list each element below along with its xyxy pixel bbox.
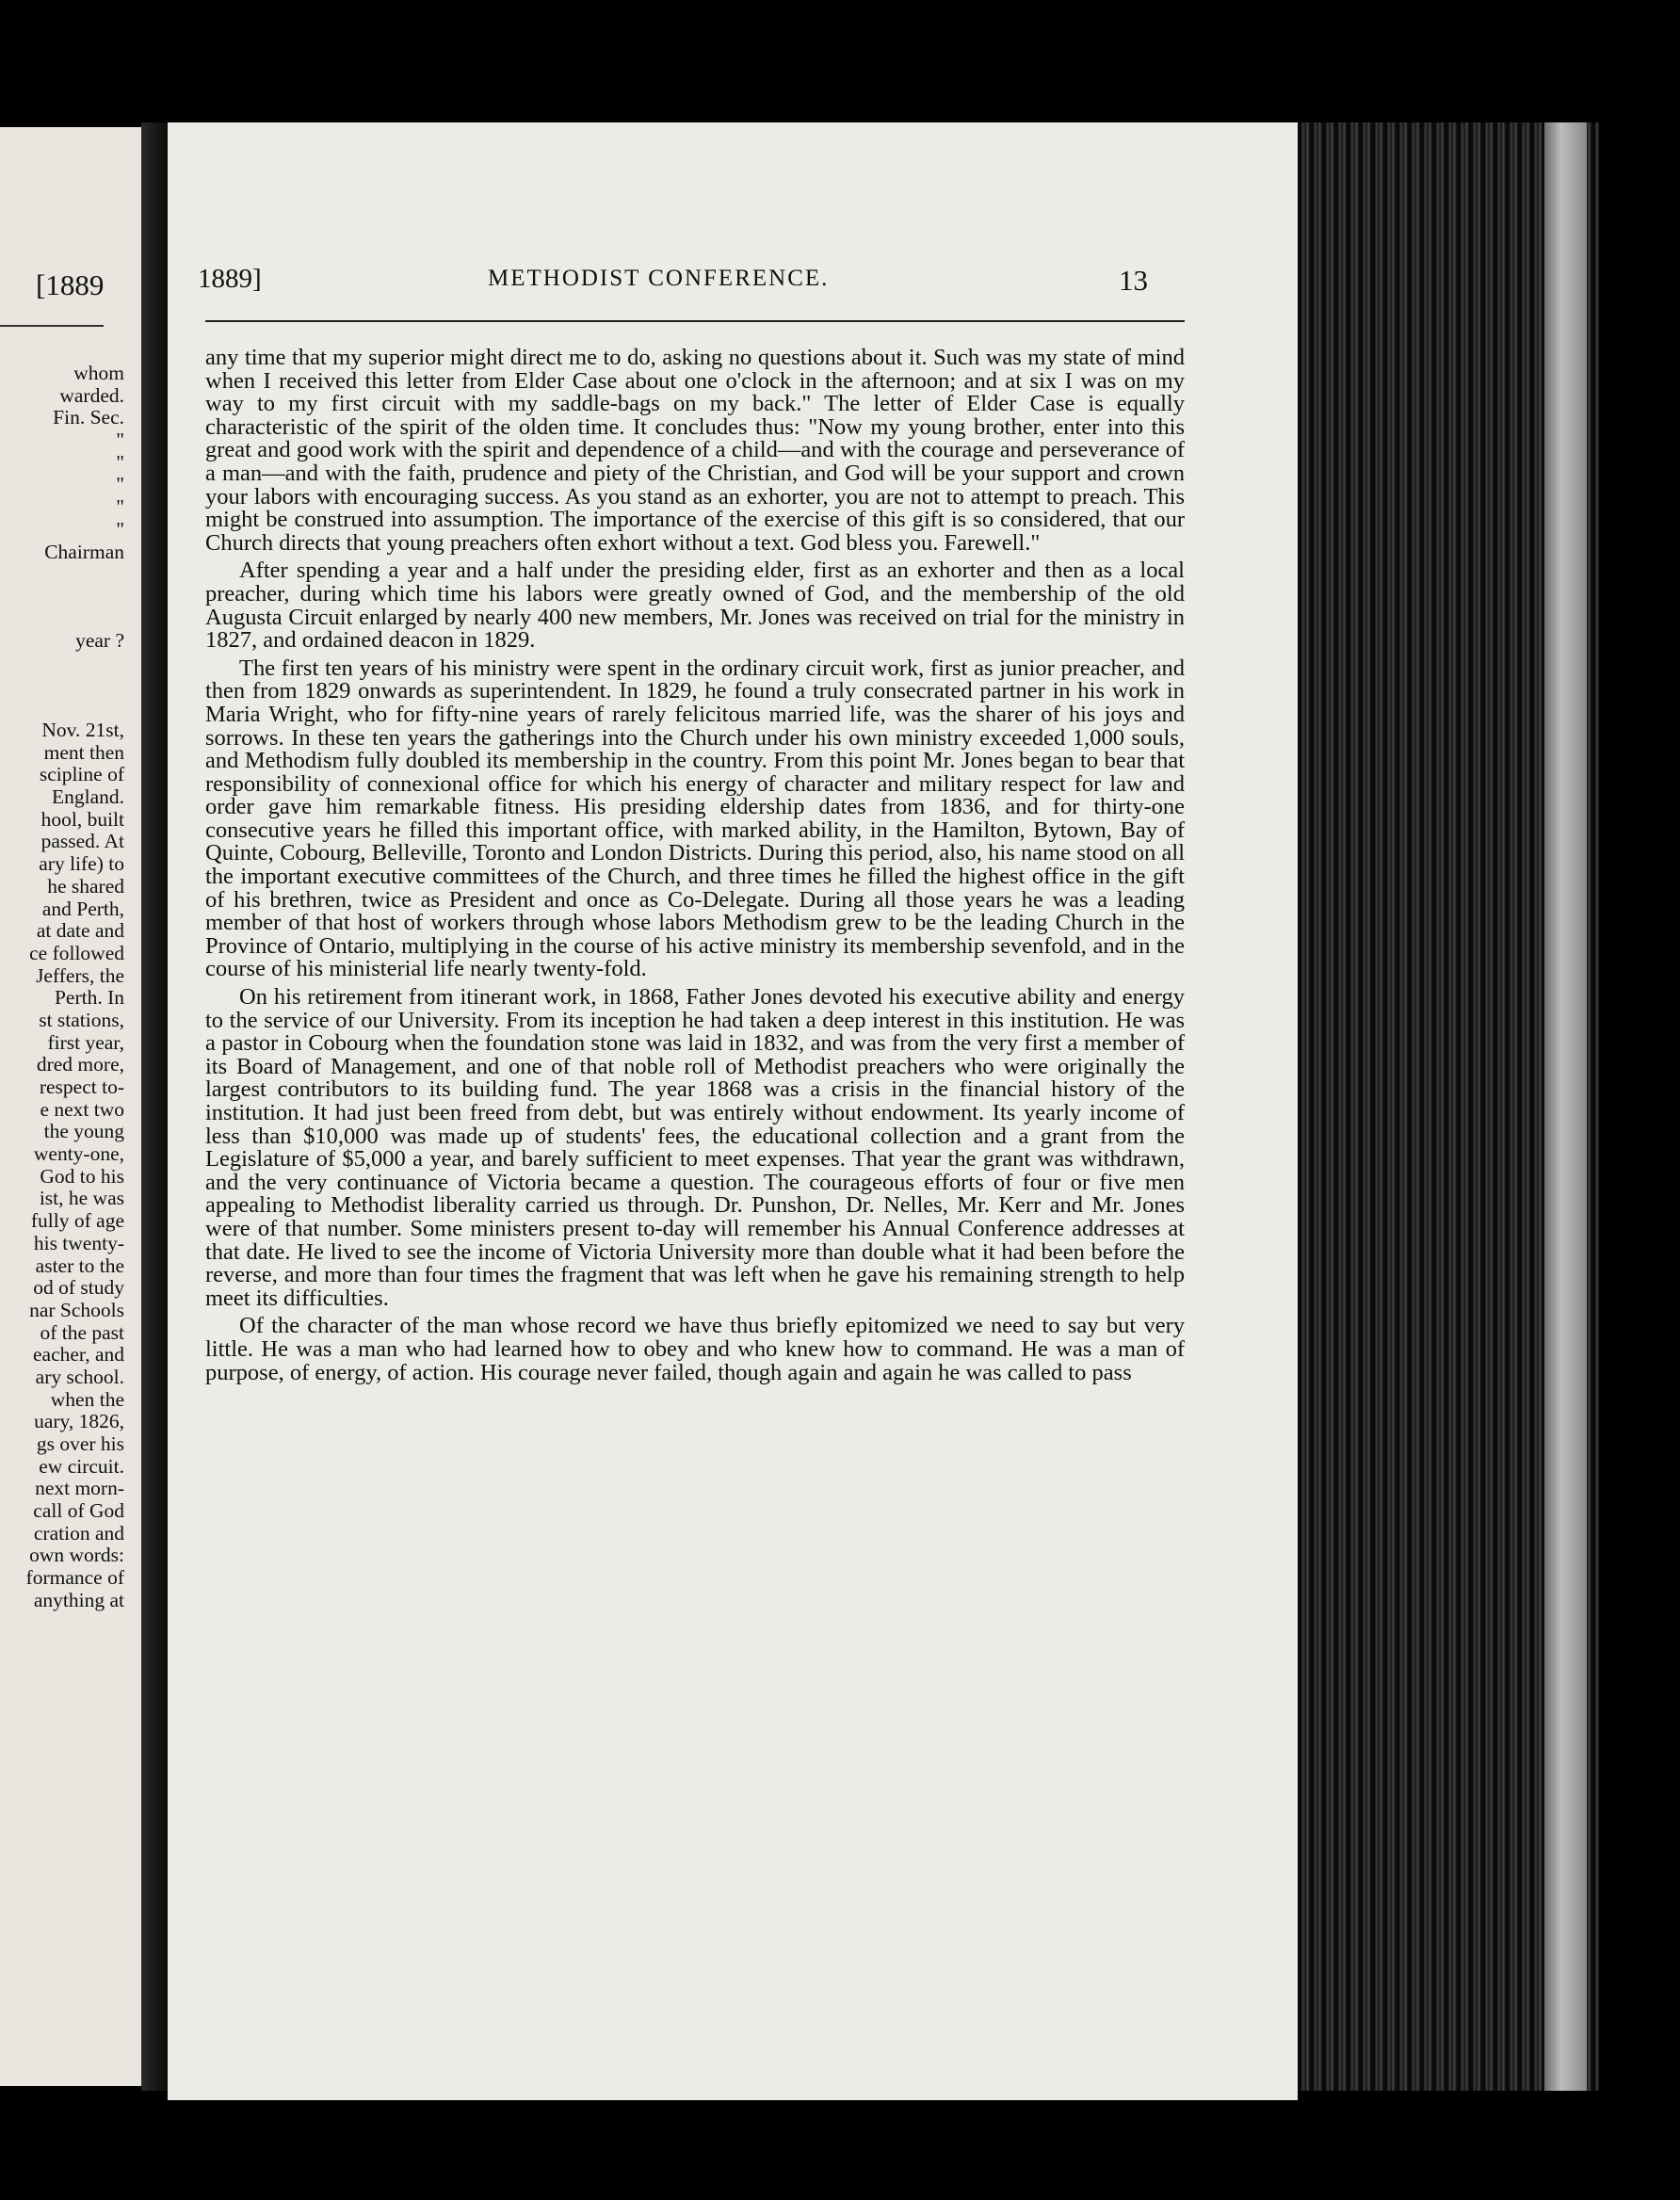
left-page-line: " <box>116 517 124 541</box>
left-page-line: year ? <box>75 629 124 653</box>
running-head <box>168 264 1298 301</box>
left-page-line: ew circuit. <box>39 1454 124 1478</box>
left-page-line: nar Schools <box>29 1298 124 1321</box>
left-page-line: " <box>116 473 124 496</box>
left-page-line: when the <box>50 1387 124 1411</box>
left-page-line: ce followed <box>29 941 124 964</box>
left-page-line: Fin. Sec. <box>53 406 124 429</box>
left-page-line: cration and <box>33 1521 124 1545</box>
left-page-line: Perth. In <box>54 986 124 1010</box>
left-page-text-fragments <box>26 363 124 1612</box>
left-page-line <box>26 586 124 608</box>
left-page-line: Chairman <box>44 540 124 563</box>
left-page-line: next morn- <box>35 1477 124 1500</box>
paragraph: any time that my superior might direct me to do, asking no questions about it. Such was my state of mind when I received this letter from Elder Case about one o'clock in the afternoon; and at six I was on my way to my first circuit with my saddle-bags on my back." The letter of Elder Case is equally characteristic of the spirit of the olden time. It concludes thus: "Now my young brother, enter into this great and good work with the spirit and dependence of a child—and with the courage and perseverance of a man—and with the faith, prudence and piety of the Christian, and God will be your support and crown your labors with encouraging success. As you stand as an exhorter, you are not to attempt to preach. This might be construed into assumption. The importance of the exercise of this gift is so considered, that our Church directs that young preachers often exhort without a text. God bless you. Farewell." <box>205 345 1185 556</box>
left-page-line: " <box>116 450 124 474</box>
left-page-line: ment then <box>43 740 124 764</box>
left-page-line: aster to the <box>35 1254 124 1277</box>
left-page-line: scipline of <box>39 763 124 786</box>
left-page-line: respect to- <box>39 1076 124 1098</box>
header-rule <box>205 320 1185 322</box>
left-page-line: Jeffers, the <box>36 963 124 987</box>
left-page-line: wenty-one, <box>33 1142 124 1166</box>
left-page-line <box>26 653 124 675</box>
left-page-line: Nov. 21st, <box>41 719 124 741</box>
left-page-line: and Perth, <box>41 897 124 920</box>
left-page-line <box>26 697 124 720</box>
left-page-line: ist, he was <box>39 1187 124 1210</box>
paragraph: After spending a year and a half under the presiding elder, first as an exhorter and then as a local preacher, during which time his labors were greatly owned of God, and the membership of the old Augusta Circuit enlarged by nearly 400 new members, Mr. Jones was received on trial for the ministry in 1827, and ordained deacon in 1829. <box>205 558 1185 654</box>
left-page-line: uary, 1826, <box>34 1410 124 1433</box>
left-page-line: hool, built <box>40 807 124 831</box>
left-page-line: of the past <box>40 1320 124 1344</box>
left-page-line: England. <box>51 785 124 809</box>
left-page-line: warded. <box>59 383 124 407</box>
main-page <box>168 122 1298 2100</box>
left-page-running-head: [1889 <box>36 268 105 301</box>
left-page-line: at date and <box>36 919 124 943</box>
book-edge-highlight <box>1544 122 1587 2091</box>
left-page-line: passed. At <box>40 830 124 853</box>
left-page-line: e next two <box>40 1097 124 1121</box>
left-page-line: his twenty- <box>33 1231 124 1254</box>
body-text <box>205 347 1185 1389</box>
left-page-line: dred more, <box>36 1053 124 1076</box>
book-gutter <box>141 122 168 2091</box>
left-page-line: formance of <box>25 1566 124 1590</box>
left-page-line: the young <box>43 1120 124 1143</box>
page-number: 13 <box>1119 264 1148 297</box>
left-page-line: eacher, and <box>32 1343 124 1367</box>
left-page-line: ary life) to <box>39 852 124 876</box>
left-page-line: first year, <box>47 1030 124 1054</box>
left-page-line: own words: <box>29 1544 124 1567</box>
left-page-header-rule <box>0 325 104 327</box>
left-page-line: whom <box>73 362 124 384</box>
left-page-line: anything at <box>33 1588 124 1611</box>
left-page-line: st stations, <box>39 1008 124 1031</box>
paragraph: On his retirement from itinerant work, in 1868, Father Jones devoted his executive ability and energy to the service of our University. From its inception he had taken a deep interest in this institution. He was a pastor in Cobourg when the foundation stone was laid in 1832, and was from the very first a member of its Board of Management, and one of that noble roll of Methodist preachers who were originally the largest contributors to its building fund. The year 1868 was a crisis in the financial history of the institution. It had just been freed from debt, but was entirely without endowment. Its yearly income of less than $10,000 was made up of students' fees, the educational collection and a grant from the Legislature of $5,000 a year, and barely sufficient to meet expenses. That year the grant was withdrawn, and the very continuance of Victoria became a question. The courageous efforts of four or five men appealing to Methodist liberality carried us through. Dr. Punshon, Dr. Nelles, Mr. Kerr and Mr. Jones were of that number. Some ministers present to-day will remember his Annual Conference addresses at that date. He lived to see the income of Victoria University more than double what it had been before the reverse, and more than four times the fragment that was left when he gave his remaining strength to help meet its difficulties. <box>205 984 1185 1311</box>
left-page-line: od of study <box>33 1276 124 1300</box>
running-head-title: METHODIST CONFERENCE. <box>488 266 830 291</box>
left-page-line <box>26 608 124 631</box>
left-page-line: gs over his <box>36 1432 124 1455</box>
left-page-line: God to his <box>40 1164 124 1188</box>
paragraph: The first ten years of his ministry were spent in the ordinary circuit work, first as junior preacher, and then from 1829 onwards as superintendent. In 1829, he found a truly consecrated partner in his work in Maria Wright, who for fifty-nine years of rarely felicitous married life, was the sharer of his joys and sorrows. In these ten years the gatherings into the Church under his own ministry exceeded 1,000 souls, and Methodism fully doubled its membership in the country. From this point Mr. Jones began to bear that responsibility of connexional office for which his energy of character and military respect for law and order gave him remarkable fitness. His presiding eldership dates from 1836, and for thirty-one consecutive years he filled this important office, with marked ability, in the Hamilton, Bytown, Bay of Quinte, Cobourg, Belleville, Toronto and London Districts. During this period, also, his name stood on all the important executive committees of the Church, and three times he filled the highest office in the gift of his brethren, twice as President and once as Co-Delegate. During all those years he was a leading member of that host of workers through whose labors Methodism grew to be the leading Church in the Province of Ontario, multiplying in the course of his active ministry its membership sevenfold, and in the course of his ministerial life nearly twenty-fold. <box>205 655 1185 982</box>
left-page-line <box>26 563 124 586</box>
left-page-line: " <box>116 495 124 519</box>
left-page-line: " <box>116 429 124 452</box>
left-page-line: ary school. <box>35 1365 124 1388</box>
left-page-line: call of God <box>33 1499 124 1523</box>
left-page-line: fully of age <box>30 1209 124 1233</box>
paragraph: Of the character of the man whose record we have thus briefly epitomized we need to say but very little. He was a man who had learned how to obey and who knew how to command. He was a man of purpose, of energy, of action. His courage never failed, though again and again he was called to pass <box>205 1313 1185 1385</box>
left-page-line <box>26 675 124 698</box>
left-page-line: he shared <box>47 874 124 898</box>
left-facing-page <box>0 127 141 2086</box>
running-head-year: 1889] <box>198 264 262 294</box>
